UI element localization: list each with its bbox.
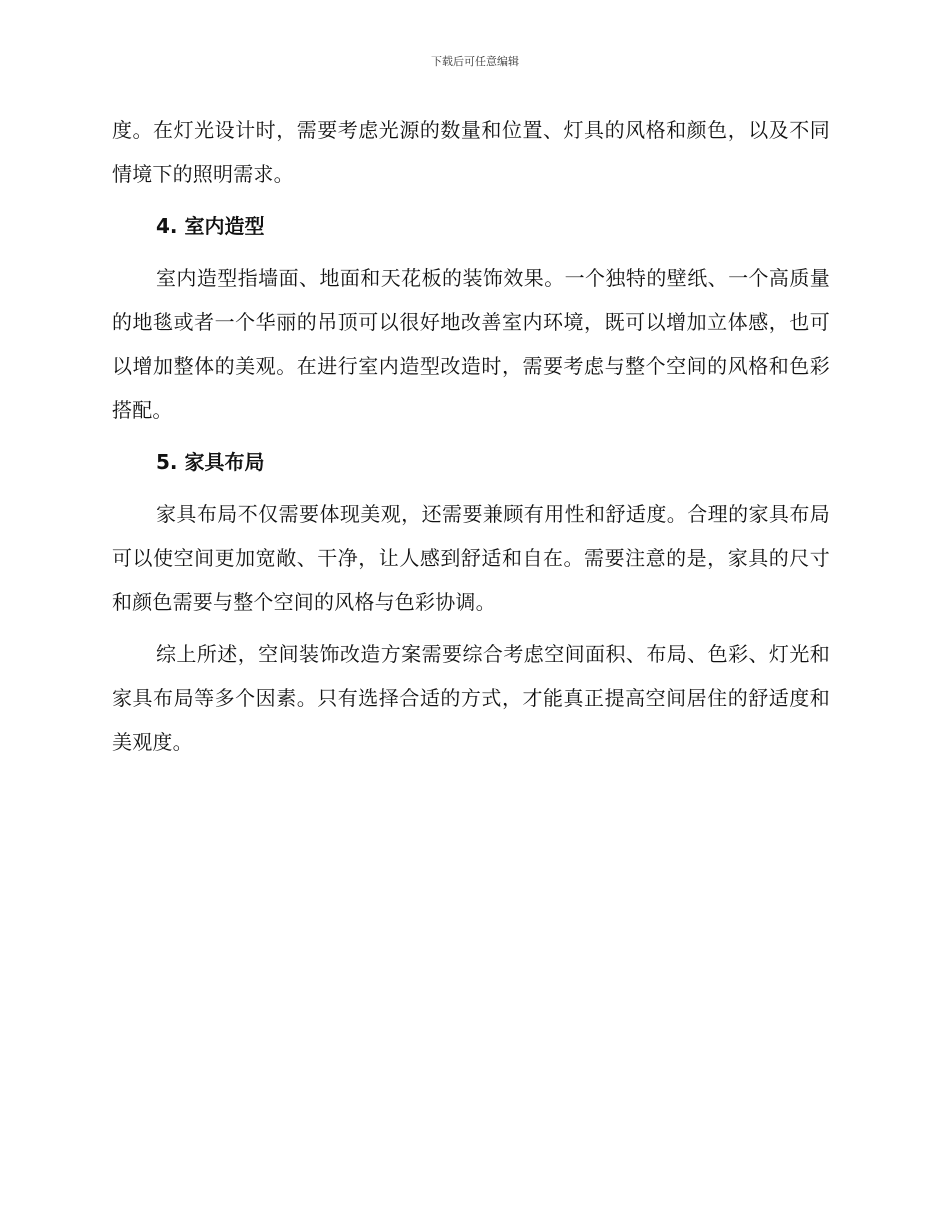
section-heading-furniture-layout: 5. 家具布局 (156, 450, 265, 474)
paragraph-lighting-continued: 度。在灯光设计时，需要考虑光源的数量和位置、灯具的风格和颜色，以及不同情境下的照明需求。 (112, 118, 830, 186)
document-body (112, 108, 830, 764)
paragraph-conclusion: 综上所述，空间装饰改造方案需要综合考虑空间面积、布局、色彩、灯光和家具布局等多个因素。只有选择合适的方式，才能真正提高空间居住的舒适度和美观度。 (112, 642, 830, 754)
section-heading-interior-modeling: 4. 室内造型 (156, 214, 265, 238)
paragraph-interior-modeling: 室内造型指墙面、地面和天花板的装饰效果。一个独特的壁纸、一个高质量的地毯或者一个华丽的吊顶可以很好地改善室内环境，既可以增加立体感，也可以增加整体的美观。在进行室内造型改造时，需要考虑与整个空间的风格和色彩搭配。 (112, 266, 830, 422)
page-header: 下载后可任意编辑 (431, 55, 519, 68)
paragraph-furniture-layout: 家具布局不仅需要体现美观，还需要兼顾有用性和舒适度。合理的家具布局可以使空间更加宽敞、干净，让人感到舒适和自在。需要注意的是，家具的尺寸和颜色需要与整个空间的风格与色彩协调。 (112, 502, 830, 614)
